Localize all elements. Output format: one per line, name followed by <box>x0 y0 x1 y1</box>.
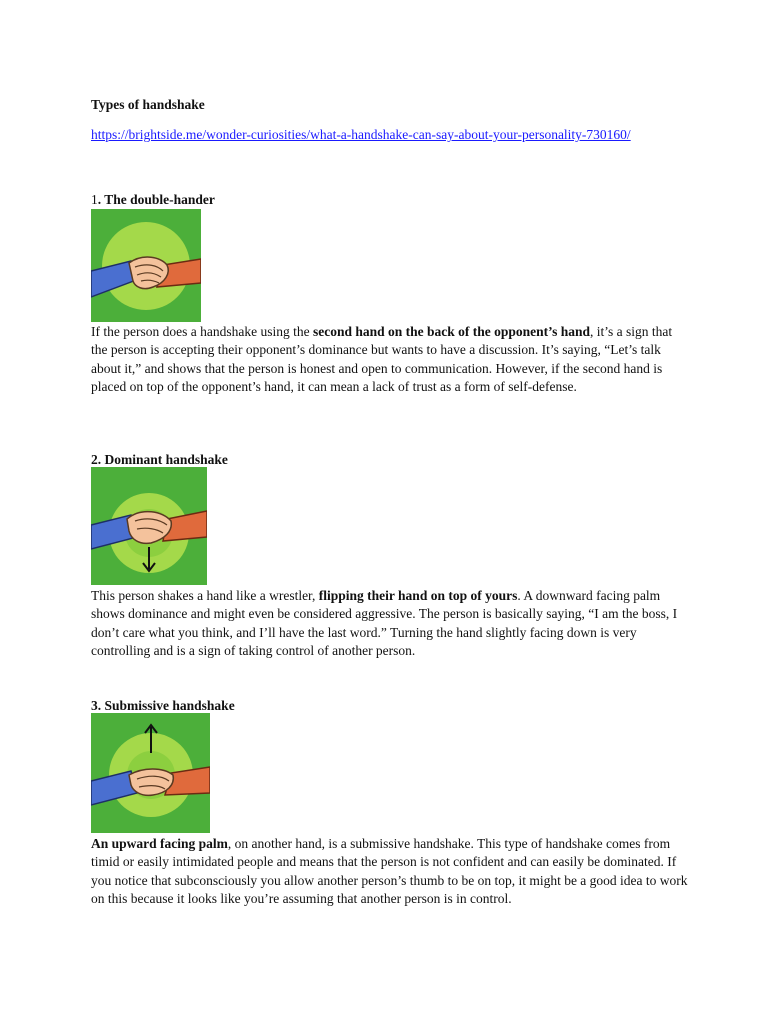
section-3-title: . Submissive handshake <box>97 698 235 713</box>
section-2-paragraph: This person shakes a hand like a wrestler, flipping their hand on top of yours. A downward facing palm shows dominance and might even be considered aggressive. The person is basically saying, “I am the boss, I don’t care what you think, and I’ll have the last word.” Turning the hand slightly facing down is very controlling and is a sign of taking control of another person. <box>91 588 678 658</box>
double-hander-handshake-illustration <box>91 209 201 322</box>
section-2-title: . Dominant handshake <box>97 452 228 467</box>
section-1-number: 1 <box>91 192 98 207</box>
source-link[interactable]: https://brightside.me/wonder-curiosities/what-a-handshake-can-say-about-your-personality-730160/ <box>91 127 631 142</box>
section-1-title: . The double-hander <box>97 192 215 207</box>
section-2-heading <box>91 452 228 468</box>
document-title: Types of handshake <box>91 97 205 112</box>
submissive-handshake-up-arrow-illustration <box>91 713 210 833</box>
section-3-paragraph: An upward facing palm, on another hand, is a submissive handshake. This type of handshake comes from timid or easily intimidated people and means that the person is not confident and can easily be dominated. If you notice that subconsciously you allow another person’s thumb to be on top, it might be a good idea to work on this because it looks like you’re assuming that another person is in control. <box>91 836 688 906</box>
section-1-paragraph: If the person does a handshake using the second hand on the back of the opponent’s hand, it’s a sign that the person is accepting their opponent’s dominance but wants to have a discussion. It’s saying, “Let’s talk about it,” and shows that the person is honest and open to communication. However, if the second hand is placed on top of the opponent’s hand, it can mean a lack of trust as a form of self-defense. <box>91 324 673 394</box>
section-2-number: 2 <box>91 452 98 467</box>
section-1-heading <box>91 192 215 208</box>
dominant-handshake-down-arrow-illustration <box>91 467 207 585</box>
section-3-heading <box>91 698 235 714</box>
section-3-number: 3 <box>91 698 98 713</box>
